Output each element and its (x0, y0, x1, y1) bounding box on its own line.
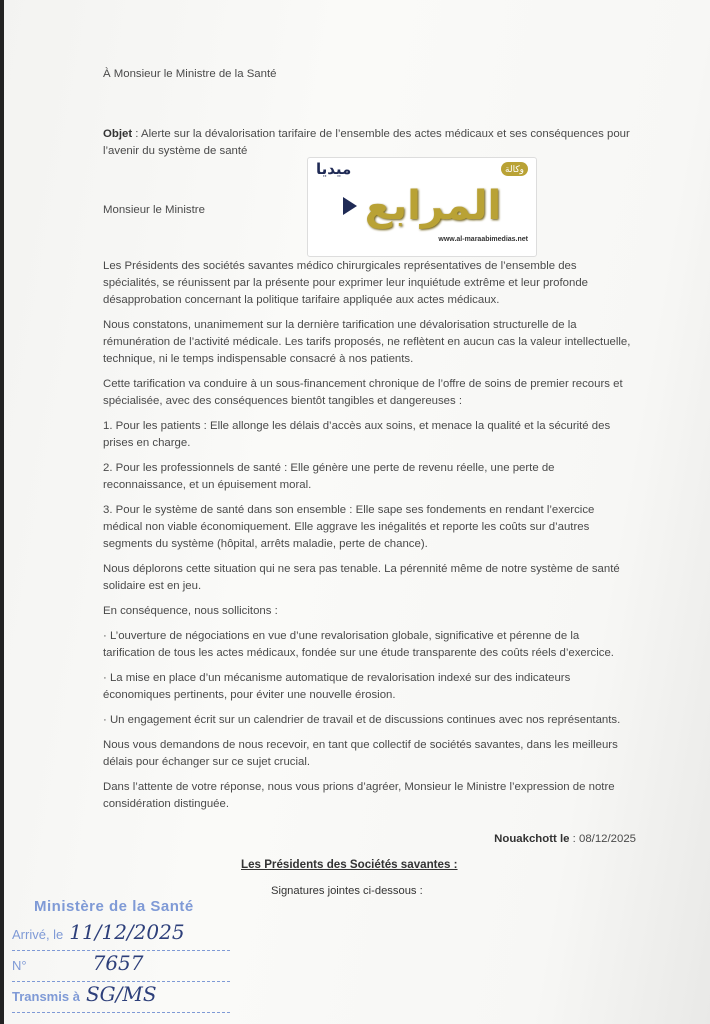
paragraph: Nous déplorons cette situation qui ne sera pas tenable. La pérennité même de notre système de santé solidaire est en jeu. (103, 563, 620, 592)
watermark-logo (307, 157, 537, 257)
handwritten-date: 11/12/2025 (69, 920, 185, 944)
paragraph: Nous constatons, unanimement sur la dernière tarification une dévalorisation structurelle de la rémunération de l’activité médicale. Les tarifs proposés, ne reflètent en aucun cas la valeur intellectuelle, technique, ni le temps indispensable consacré à nos patients. (103, 319, 631, 365)
stamp-number-label: N° (12, 958, 27, 973)
watermark-main-text: المرابع (364, 183, 502, 229)
stamp-title: Ministère de la Santé (34, 898, 194, 915)
photo-edge (0, 0, 4, 1024)
subject-text: : Alerte sur la dévalorisation tarifaire de l’ensemble des actes médicaux et ses conséquences pour l’avenir du système de santé (103, 128, 630, 157)
watermark-top-text: ميديا (316, 160, 352, 178)
play-icon (343, 197, 357, 215)
handwritten-number: 7657 (92, 951, 144, 975)
paragraph: Dans l’attente de votre réponse, nous vous prions d’agréer, Monsieur le Ministre l’expression de notre considération distinguée. (103, 781, 615, 810)
stamp-transmitted-row (12, 982, 230, 1013)
signatures-note: Signatures jointes ci-dessous : (271, 885, 423, 897)
letter-body (103, 258, 636, 900)
subject-label: Objet (103, 128, 133, 140)
place-date: Nouakchott le : 08/12/2025 (494, 833, 636, 845)
stamp-arrived-row (12, 920, 230, 951)
stamp-number-row (12, 951, 230, 982)
paragraph: Cette tarification va conduire à un sous-financement chronique de l’offre de soins de premier recours et spécialisée, avec des conséquences bientôt tangibles et dangereuses : (103, 378, 623, 407)
watermark-side-text: وكالة (501, 162, 528, 176)
stamp-transmitted-label: Transmis à (12, 989, 80, 1004)
handwritten-recipient: SG/MS (85, 982, 157, 1006)
bullet-item: · Un engagement écrit sur un calendrier de travail et de discussions continues avec nos représentants. (103, 714, 621, 726)
watermark-url: www.al-maraabimedias.net (438, 236, 528, 243)
bullet-item: · L’ouverture de négociations en vue d’une revalorisation globale, significative et pérenne de la tarification de tous les actes médicaux, fondée sur une étude transparente des coûts réels d’exercice. (103, 630, 614, 659)
salutation: Monsieur le Ministre (103, 204, 205, 216)
paragraph: Nous vous demandons de nous recevoir, en tant que collectif de sociétés savantes, dans les meilleurs délais pour échanger sur ce sujet crucial. (103, 739, 618, 768)
recipient: À Monsieur le Ministre de la Santé (103, 68, 277, 80)
bullet-item: · La mise en place d’un mécanisme automatique de revalorisation indexé sur des indicateurs économiques pertinents, pour éviter une nouvelle érosion. (103, 672, 571, 701)
paragraph: 2. Pour les professionnels de santé : Elle génère une perte de revenu réelle, une perte de reconnaissance, et un épuisement moral. (103, 462, 555, 491)
subject-line (103, 126, 631, 160)
signatories-heading: Les Présidents des Sociétés savantes : (241, 858, 458, 871)
paragraph: 1. Pour les patients : Elle allonge les délais d’accès aux soins, et menace la qualité et la sécurité des prises en charge. (103, 420, 611, 449)
stamp-arrived-label: Arrivé, le (12, 927, 64, 942)
paragraph: En conséquence, nous sollicitons : (103, 605, 278, 617)
reception-stamp (12, 894, 234, 1020)
paragraph: 3. Pour le système de santé dans son ensemble : Elle sape ses fondements en rendant l’exercice médical non viable économiquement. Elle aggrave les inégalités et reporte les coûts sur d’autres segments du système (hôpital, arrêts maladie, perte de chance). (103, 504, 595, 550)
paragraph: Les Présidents des sociétés savantes médico chirurgicales représentatives de l’ensemble des spécialités, se réunissent par la présente pour exprimer leur inquiétude extrême et leur profonde désapprobation concernant la politique tarifaire appliquée aux actes médicaux. (103, 260, 589, 306)
